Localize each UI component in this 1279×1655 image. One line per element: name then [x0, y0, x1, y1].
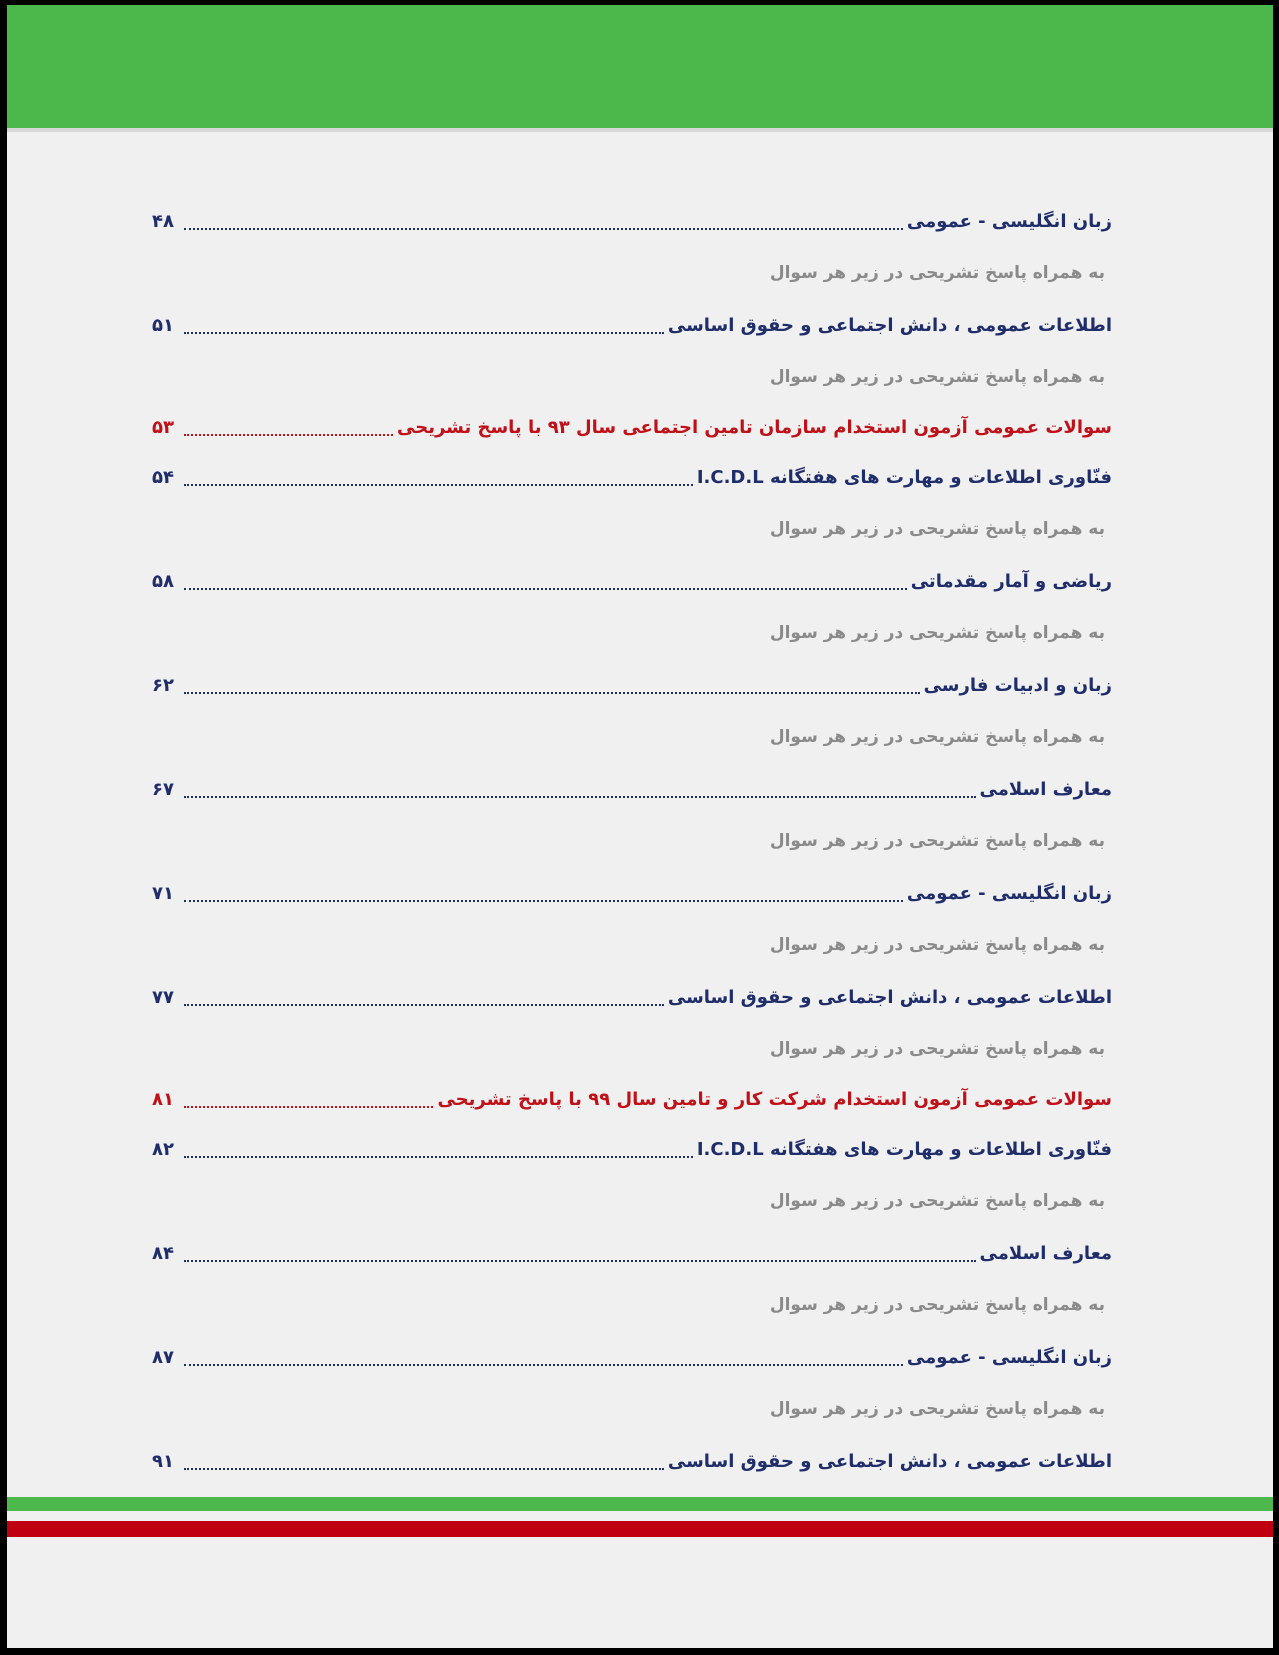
- toc-page-number: ۹۱: [152, 1450, 174, 1472]
- toc-subtitle: [152, 711, 1112, 763]
- toc-section-entry[interactable]: [152, 403, 1112, 451]
- toc-page-number: ۶۲: [152, 674, 174, 696]
- toc-entry[interactable]: [152, 659, 1112, 711]
- toc-page-number: ۵۳: [152, 416, 174, 438]
- toc-entry-title: معارف اسلامی: [979, 778, 1112, 800]
- toc-subtitle-text: به همراه پاسخ تشریحی در زیر هر سوال: [769, 519, 1105, 539]
- toc-subtitle-text: به همراه پاسخ تشریحی در زیر هر سوال: [769, 367, 1105, 387]
- toc-subtitle-text: به همراه پاسخ تشریحی در زیر هر سوال: [769, 1039, 1105, 1059]
- dot-leader: [184, 228, 903, 230]
- toc-entry-title: زبان انگلیسی - عمومی: [906, 882, 1112, 904]
- toc-subtitle-text: به همراه پاسخ تشریحی در زیر هر سوال: [769, 935, 1105, 955]
- toc-entry[interactable]: [152, 1227, 1112, 1279]
- toc-page-number: ۵۸: [152, 570, 174, 592]
- header-shadow: [7, 128, 1273, 132]
- dot-leader: [184, 484, 693, 486]
- toc-page-number: ۸۱: [152, 1088, 174, 1110]
- toc-entry[interactable]: [152, 299, 1112, 351]
- dot-leader: [184, 434, 393, 436]
- dot-leader: [184, 1364, 903, 1366]
- toc-entry[interactable]: [152, 1123, 1112, 1175]
- toc-subtitle-text: به همراه پاسخ تشریحی در زیر هر سوال: [769, 1191, 1105, 1211]
- toc-entry-title: سوالات عمومی آزمون استخدام سازمان تامین اجتماعی سال ۹۳ با پاسخ تشریحی: [397, 416, 1112, 438]
- toc-subtitle: [152, 607, 1112, 659]
- toc-entry-title: زبان انگلیسی - عمومی: [906, 1346, 1112, 1368]
- toc-page-number: ۸۷: [152, 1346, 174, 1368]
- footer-white-stripe: [7, 1511, 1273, 1521]
- dot-leader: [184, 900, 903, 902]
- toc-entry-title: اطلاعات عمومی ، دانش اجتماعی و حقوق اساسی: [667, 986, 1112, 1008]
- dot-leader: [184, 1156, 693, 1158]
- table-of-contents: [152, 195, 1112, 1487]
- toc-entry-title: فنّاوری اطلاعات و مهارت های هفتگانه I.C.D.L: [696, 1138, 1112, 1160]
- toc-subtitle-text: به همراه پاسخ تشریحی در زیر هر سوال: [769, 1295, 1105, 1315]
- toc-section-entry[interactable]: [152, 1075, 1112, 1123]
- toc-subtitle: [152, 1175, 1112, 1227]
- dot-leader: [184, 1260, 976, 1262]
- toc-subtitle: [152, 815, 1112, 867]
- toc-entry[interactable]: [152, 555, 1112, 607]
- toc-page-number: ۵۱: [152, 314, 174, 336]
- toc-entry-title: زبان و ادبیات فارسی: [923, 674, 1112, 696]
- toc-subtitle: [152, 1023, 1112, 1075]
- toc-subtitle: [152, 351, 1112, 403]
- toc-entry[interactable]: [152, 1331, 1112, 1383]
- toc-entry-title: زبان انگلیسی - عمومی: [906, 210, 1112, 232]
- dot-leader: [184, 796, 976, 798]
- toc-entry-title: اطلاعات عمومی ، دانش اجتماعی و حقوق اساسی: [667, 314, 1112, 336]
- dot-leader: [184, 1004, 664, 1006]
- toc-subtitle-text: به همراه پاسخ تشریحی در زیر هر سوال: [769, 831, 1105, 851]
- header-band: [7, 5, 1273, 128]
- toc-entry[interactable]: [152, 195, 1112, 247]
- toc-page-number: ۷۱: [152, 882, 174, 904]
- toc-entry-title: معارف اسلامی: [979, 1242, 1112, 1264]
- toc-subtitle: [152, 919, 1112, 971]
- toc-subtitle: [152, 1383, 1112, 1435]
- toc-page-number: ۸۲: [152, 1138, 174, 1160]
- toc-page-number: ۴۸: [152, 210, 174, 232]
- toc-page-number: ۷۷: [152, 986, 174, 1008]
- dot-leader: [184, 588, 907, 590]
- toc-entry[interactable]: [152, 867, 1112, 919]
- toc-entry[interactable]: [152, 763, 1112, 815]
- toc-subtitle: [152, 1279, 1112, 1331]
- dot-leader: [184, 1468, 664, 1470]
- toc-page-number: ۸۴: [152, 1242, 174, 1264]
- toc-entry-title: سوالات عمومی آزمون استخدام شرکت کار و تامین سال ۹۹ با پاسخ تشریحی: [437, 1088, 1112, 1110]
- toc-subtitle: [152, 503, 1112, 555]
- toc-subtitle: [152, 247, 1112, 299]
- toc-entry[interactable]: [152, 451, 1112, 503]
- toc-page-number: ۶۷: [152, 778, 174, 800]
- toc-subtitle-text: به همراه پاسخ تشریحی در زیر هر سوال: [769, 727, 1105, 747]
- footer-red-stripe: [7, 1521, 1273, 1537]
- dot-leader: [184, 1106, 433, 1108]
- dot-leader: [184, 692, 920, 694]
- toc-subtitle-text: به همراه پاسخ تشریحی در زیر هر سوال: [769, 1399, 1105, 1419]
- toc-entry[interactable]: [152, 1435, 1112, 1487]
- toc-entry-title: فنّاوری اطلاعات و مهارت های هفتگانه I.C.D.L: [696, 466, 1112, 488]
- footer-green-stripe: [7, 1497, 1273, 1511]
- document-page: [7, 5, 1273, 1648]
- toc-subtitle-text: به همراه پاسخ تشریحی در زیر هر سوال: [769, 623, 1105, 643]
- dot-leader: [184, 332, 664, 334]
- toc-entry-title: ریاضی و آمار مقدماتی: [910, 570, 1112, 592]
- toc-entry[interactable]: [152, 971, 1112, 1023]
- toc-page-number: ۵۴: [152, 466, 174, 488]
- toc-entry-title: اطلاعات عمومی ، دانش اجتماعی و حقوق اساسی: [667, 1450, 1112, 1472]
- toc-subtitle-text: به همراه پاسخ تشریحی در زیر هر سوال: [769, 263, 1105, 283]
